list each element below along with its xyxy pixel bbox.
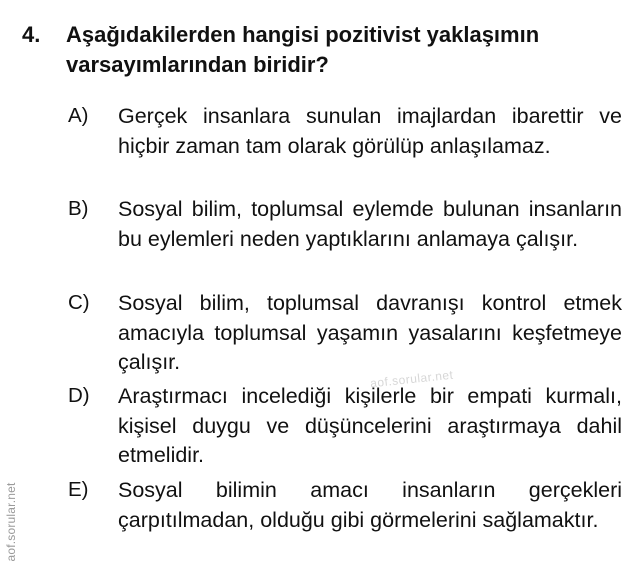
watermark-center: aof.sorular.net [369, 367, 455, 391]
option-text: Araştırmacı incelediği kişilerle bir empati kurmalı, kişisel duygu ve düşüncelerini araştırmaya dahil etmelidir. [118, 384, 622, 467]
option-text: Sosyal bilim, toplumsal davranışı kontrol etmek amacıyla toplumsal yaşamın yasalarını keşfetmeye çalışır. [118, 291, 622, 374]
option-text: Sosyal bilimin amacı insanların gerçekleri çarpıtılmadan, olduğu gibi görmelerini sağlamaktır. [118, 478, 622, 532]
option-letter: C) [68, 291, 90, 314]
option-letter: D) [68, 384, 90, 407]
option-letter: E) [68, 478, 89, 501]
option-text: Gerçek insanlara sunulan imajlardan ibarettir ve hiçbir zaman tam olarak görülüp anlaşılamaz. [118, 104, 622, 158]
watermark-side: aof.sorular.net [4, 482, 18, 562]
option-letter: B) [68, 197, 89, 220]
option-letter: A) [68, 104, 89, 127]
question-number: 4. [22, 22, 41, 47]
question-text: Aşağıdakilerden hangisi pozitivist yaklaşımın varsayımlarından biridir? [66, 22, 540, 77]
option-text: Sosyal bilim, toplumsal eylemde bulunan insanların bu eylemleri neden yaptıklarını anlamaya çalışır. [118, 197, 622, 251]
